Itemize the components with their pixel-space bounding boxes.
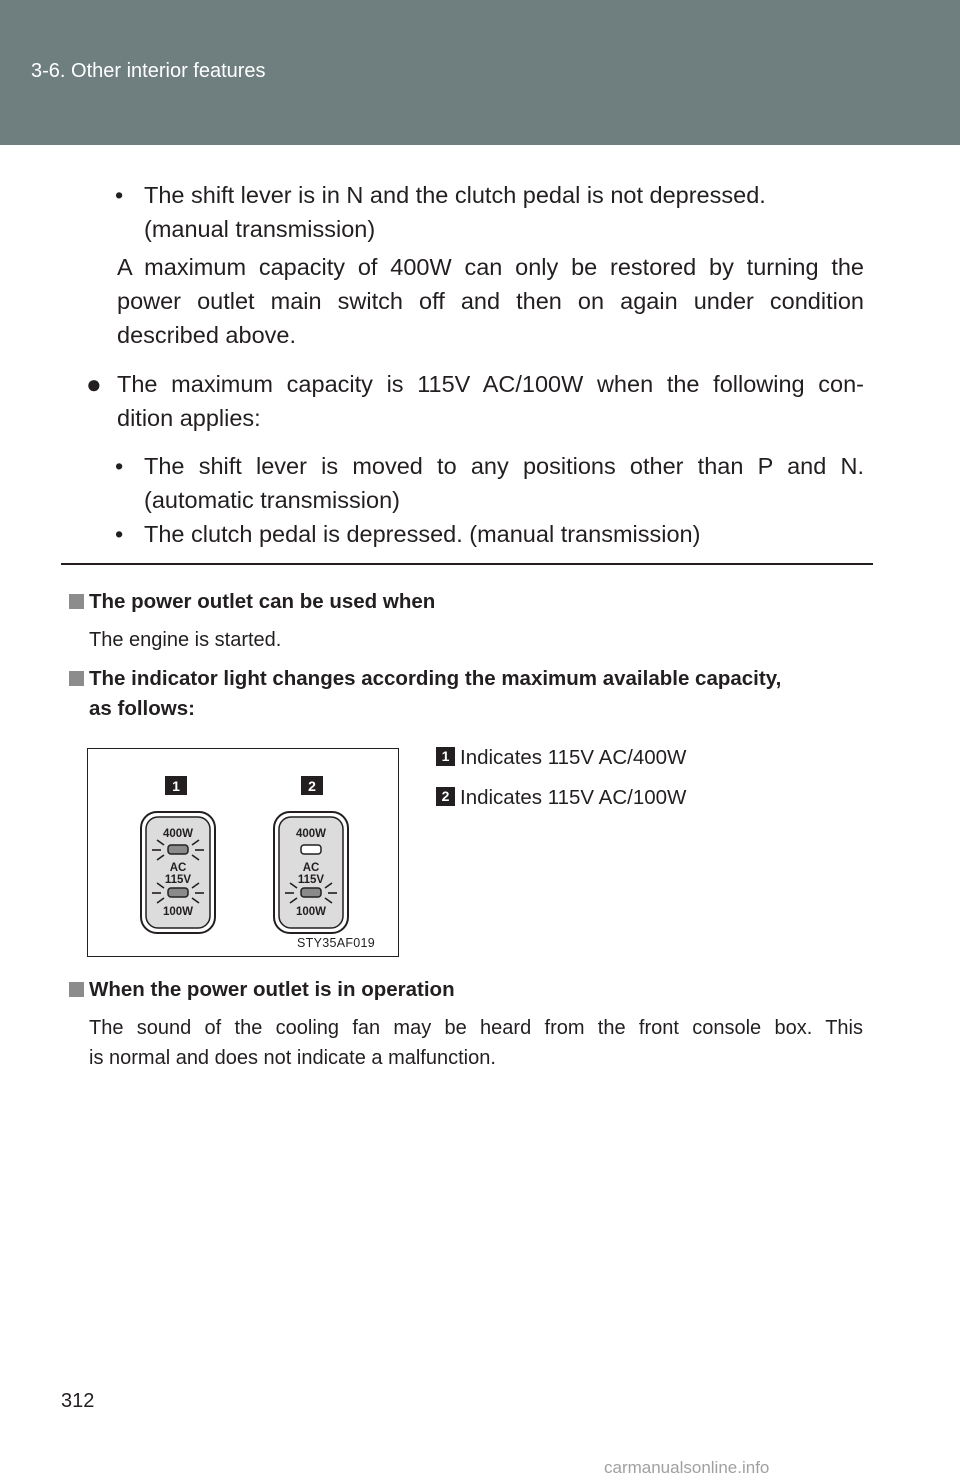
bullet-text: The clutch pedal is depressed. (manual transmission): [144, 521, 701, 547]
label-115v: 115V: [297, 874, 325, 886]
bullet-marker: •: [115, 453, 124, 479]
label-100w: 100W: [162, 906, 194, 918]
section-divider: [61, 563, 873, 565]
point-paragraph: The maximum capacity is 115V AC/100W when the following con- dition applies:: [117, 371, 864, 431]
label-ac: AC: [302, 862, 320, 874]
page-number: 312: [61, 1390, 95, 1412]
lamp-100w-lit: [301, 888, 321, 897]
legend-text: Indicates 115V AC/100W: [460, 786, 687, 809]
label-115v: 115V: [164, 874, 192, 886]
note-body: The sound of the cooling fan may be heard from the front console box. This is normal and does not indicate a malfunction.: [89, 1017, 863, 1069]
bullet-text: The shift lever is in N and the clutch pedal is not depressed.: [144, 182, 766, 208]
indicator-panel-1: [141, 812, 215, 933]
note-square-icon: [69, 594, 84, 609]
indicator-panel-2: [274, 812, 348, 933]
bullet-text: (manual transmission): [144, 216, 376, 242]
label-400w: 400W: [162, 828, 194, 840]
lamp-100w-lit: [168, 888, 188, 897]
section-title: 3-6. Other interior features: [31, 60, 266, 82]
callout-2-label: 2: [308, 778, 316, 794]
figure-code: STY35AF019: [297, 936, 376, 950]
bullet-marker: •: [115, 521, 124, 547]
indicator-figure: [87, 748, 399, 957]
legend-number-badge: 2: [436, 787, 455, 806]
note-heading: The indicator light changes according the maximum available capacity,: [89, 667, 782, 690]
legend-number-badge: 1: [436, 747, 455, 766]
page-header: [0, 0, 960, 145]
indicator-illustration: [88, 749, 398, 956]
note-heading: When the power outlet is in operation: [89, 978, 455, 1001]
note-heading: as follows:: [89, 697, 195, 720]
note-body: The engine is started.: [89, 629, 282, 651]
lamp-400w-off: [301, 845, 321, 854]
note-square-icon: [69, 982, 84, 997]
point-bullet-icon: ●: [86, 369, 102, 399]
body-paragraph: A maximum capacity of 400W can only be restored by turning the power outlet main switch off and then on again under condition described above.: [117, 254, 864, 348]
note-heading: The power outlet can be used when: [89, 590, 436, 613]
label-400w: 400W: [295, 828, 327, 840]
callout-1-label: 1: [172, 778, 180, 794]
label-100w: 100W: [295, 906, 327, 918]
note-square-icon: [69, 671, 84, 686]
legend-text: Indicates 115V AC/400W: [460, 746, 687, 769]
watermark: carmanualsonline.info: [604, 1458, 770, 1477]
bullet-text: The shift lever is moved to any positions other than P and N. (automatic transmission): [144, 453, 864, 513]
lamp-400w-lit: [168, 845, 188, 854]
bullet-marker: •: [115, 182, 124, 208]
label-ac: AC: [169, 862, 187, 874]
